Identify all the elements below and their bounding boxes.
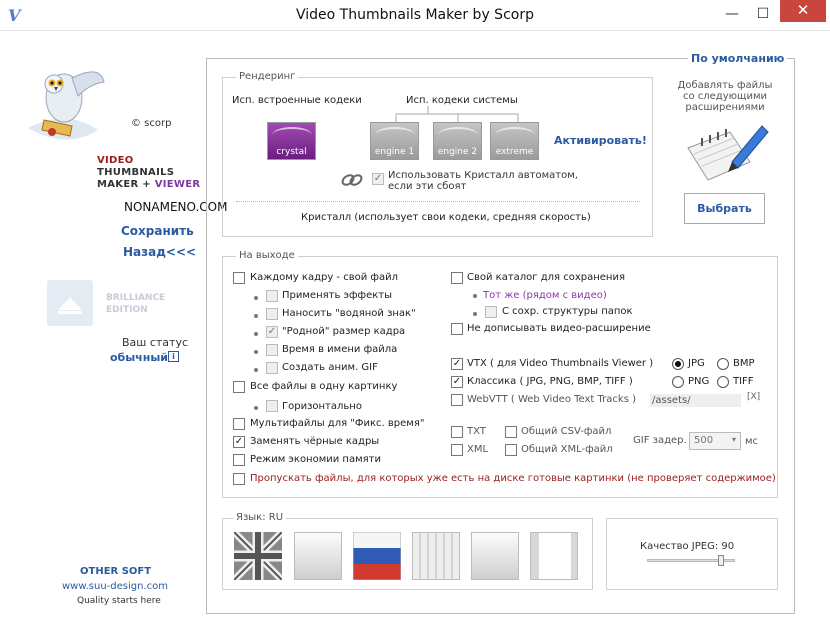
same-dir-option[interactable]: Тот же (рядом с видео)	[483, 290, 607, 301]
xml-common-label: Общий XML-файл	[521, 444, 613, 455]
xml-common-checkbox[interactable]	[505, 444, 517, 456]
codec-extreme[interactable]	[490, 122, 539, 160]
bullet	[254, 406, 258, 410]
mem-save-checkbox[interactable]	[233, 454, 245, 466]
xml-label: XML	[467, 444, 489, 455]
save-link[interactable]: Сохранить	[121, 224, 194, 238]
codec-engine2[interactable]	[433, 122, 482, 160]
skip-existing-label: Пропускать файлы, для которых уже есть на диске готовые картинки (не проверяет содержимое)	[250, 473, 776, 484]
copyright: © scorp	[131, 118, 172, 129]
select-button[interactable]: Выбрать	[684, 193, 765, 224]
slogan: Quality starts here	[77, 596, 161, 606]
logo-maker	[97, 179, 200, 190]
own-dir-label: Свой каталог для сохранения	[467, 272, 625, 283]
site-link[interactable]: www.suu-design.com	[62, 581, 169, 592]
flag-uk-icon[interactable]	[234, 532, 282, 580]
jpg-label: JPG	[688, 358, 705, 369]
own-dir-checkbox[interactable]	[451, 272, 463, 284]
anim-gif-label: Создать аним. GIF	[282, 362, 378, 373]
mem-save-label: Режим экономии памяти	[250, 454, 381, 465]
chain-icon	[340, 170, 364, 190]
flag-4-icon[interactable]	[412, 532, 460, 580]
watermark-label: Наносить "водяной знак"	[282, 308, 416, 319]
codec-crystal-label: crystal	[276, 147, 307, 157]
classic-label: Классика ( JPG, PNG, BMP, TIFF )	[467, 376, 633, 387]
flag-6-icon[interactable]	[530, 532, 578, 580]
all-in-one-label: Все файлы в одну картинку	[250, 381, 398, 392]
png-label: PNG	[688, 376, 710, 387]
slider-thumb[interactable]	[718, 555, 724, 566]
watermark-checkbox[interactable]	[266, 308, 278, 320]
replace-black-label: Заменять чёрные кадры	[250, 436, 380, 447]
bullet	[254, 332, 258, 336]
notepad-pen-icon	[684, 118, 770, 184]
multifiles-label: Мультифайлы для "Фикс. время"	[250, 418, 425, 429]
add-files-label	[674, 80, 776, 113]
status-value: обычный	[110, 351, 168, 364]
gif-delay-value: 500	[694, 435, 714, 446]
flag-2-icon[interactable]	[294, 532, 342, 580]
auto-crystal-label	[388, 170, 578, 192]
xml-checkbox[interactable]	[451, 444, 463, 456]
multifiles-checkbox[interactable]	[233, 418, 245, 430]
anim-gif-checkbox[interactable]	[266, 362, 278, 374]
all-in-one-checkbox[interactable]	[233, 381, 245, 393]
auto-crystal-line2: если эти сбоят	[388, 181, 467, 192]
logo-video: VIDEO	[97, 155, 134, 166]
flag-ru-icon[interactable]	[353, 532, 401, 580]
time-in-name-label: Время в имени файла	[282, 344, 398, 355]
default-link[interactable]: По умолчанию	[688, 52, 787, 65]
render-note: Кристалл (использует свои кодеки, средняя скорость)	[301, 212, 591, 223]
ms-label: мс	[745, 436, 759, 447]
other-soft-link[interactable]: OTHER SOFT	[80, 566, 152, 577]
output-legend: На выходе	[236, 250, 298, 261]
no-ext-label: Не дописывать видео-расширение	[467, 323, 651, 334]
system-codecs-label: Исп. кодеки системы	[406, 95, 518, 106]
replace-black-checkbox[interactable]: ✓	[234, 436, 244, 447]
brilliance-line2: EDITION	[106, 305, 148, 315]
codec-engine1-label: engine 1	[374, 147, 415, 157]
app-icon: V	[8, 6, 21, 25]
apply-effects-checkbox[interactable]	[266, 290, 278, 302]
brilliance-icon	[47, 280, 93, 326]
brilliance-line1: BRILLIANCE	[106, 293, 166, 303]
keep-struct-checkbox[interactable]	[485, 306, 497, 318]
time-in-name-checkbox[interactable]	[266, 344, 278, 356]
auto-crystal-checkbox[interactable]: ✓	[373, 173, 383, 184]
csv-checkbox[interactable]	[505, 426, 517, 438]
txt-label: TXT	[467, 426, 486, 437]
flag-5-icon[interactable]	[471, 532, 519, 580]
activate-link[interactable]: Активировать!	[554, 134, 647, 147]
status-label: Ваш статус	[122, 336, 189, 349]
close-button[interactable]: ✕	[780, 0, 826, 22]
keep-struct-label: С сохр. структуры папок	[502, 306, 633, 317]
codec-engine2-label: engine 2	[437, 147, 478, 157]
builtin-codecs-label: Исп. встроенные кодеки	[232, 95, 362, 106]
auto-crystal-line1: Использовать Кристалл автоматом,	[388, 170, 578, 181]
watermark-text: NONAMENO.COM	[124, 200, 228, 214]
vtx-label: VTX ( для Video Thumbnails Viewer )	[467, 358, 654, 369]
horizontal-checkbox[interactable]	[266, 400, 278, 412]
quality-group	[606, 518, 778, 590]
window-title: Video Thumbnails Maker by Scorp	[296, 7, 534, 23]
gif-delay-select[interactable]	[689, 432, 741, 450]
each-frame-checkbox[interactable]	[233, 272, 245, 284]
webvtt-label: WebVTT ( Web Video Text Tracks )	[467, 394, 636, 405]
gif-delay-label: GIF задер.	[633, 435, 687, 446]
apply-effects-label: Применять эффекты	[282, 290, 393, 301]
vtx-checkbox[interactable]: ✓	[452, 358, 462, 369]
logo-maker-text: MAKER +	[97, 179, 155, 190]
minimize-button[interactable]: —	[725, 6, 739, 22]
codec-crystal[interactable]	[267, 122, 316, 160]
add-files-line1: Добавлять файлы	[677, 80, 773, 91]
assets-clear-button[interactable]: [X]	[747, 392, 761, 402]
jpeg-quality-label: Качество JPEG: 90	[640, 541, 735, 552]
csv-label: Общий CSV-файл	[521, 426, 612, 437]
bullet	[254, 368, 258, 372]
maximize-button[interactable]: ☐	[756, 6, 770, 22]
webvtt-checkbox[interactable]	[451, 394, 463, 406]
bullet	[254, 296, 258, 300]
chevron-down-icon: ▾	[731, 435, 736, 444]
owl-icon	[26, 56, 106, 150]
logo-viewer: VIEWER	[154, 179, 201, 190]
brilliance-edition	[106, 292, 165, 316]
assets-path-input[interactable]: /assets/	[650, 394, 741, 407]
horizontal-label: Горизонтально	[282, 401, 362, 412]
bmp-radio[interactable]	[717, 358, 729, 370]
add-files-line2: со следующими	[682, 91, 768, 102]
render-divider	[236, 201, 640, 202]
bullet	[254, 314, 258, 318]
bullet	[473, 312, 477, 316]
tiff-label: TIFF	[733, 376, 754, 387]
tiff-radio[interactable]	[717, 376, 729, 388]
bmp-label: BMP	[733, 358, 755, 369]
info-icon[interactable]: i	[168, 351, 179, 362]
bullet	[473, 294, 477, 298]
codec-extreme-label: extreme	[495, 147, 534, 157]
txt-checkbox[interactable]	[451, 426, 463, 438]
png-radio[interactable]	[672, 376, 684, 388]
codec-engine1[interactable]	[370, 122, 419, 160]
add-files-line3: расширениями	[685, 102, 765, 113]
no-ext-checkbox[interactable]	[451, 323, 463, 335]
native-size-checkbox[interactable]: ✓	[267, 326, 277, 337]
render-legend: Рендеринг	[236, 71, 298, 82]
native-size-label: "Родной" размер кадра	[282, 326, 406, 337]
logo-thumbnails: THUMBNAILS	[97, 167, 175, 178]
each-frame-label: Каждому кадру - свой файл	[250, 272, 398, 283]
language-legend: Язык: RU	[233, 512, 286, 523]
classic-checkbox[interactable]: ✓	[452, 376, 462, 387]
skip-existing-checkbox[interactable]	[233, 473, 245, 485]
back-link[interactable]: Назад<<<	[123, 245, 197, 259]
bullet	[254, 350, 258, 354]
jpg-radio[interactable]	[672, 358, 684, 370]
